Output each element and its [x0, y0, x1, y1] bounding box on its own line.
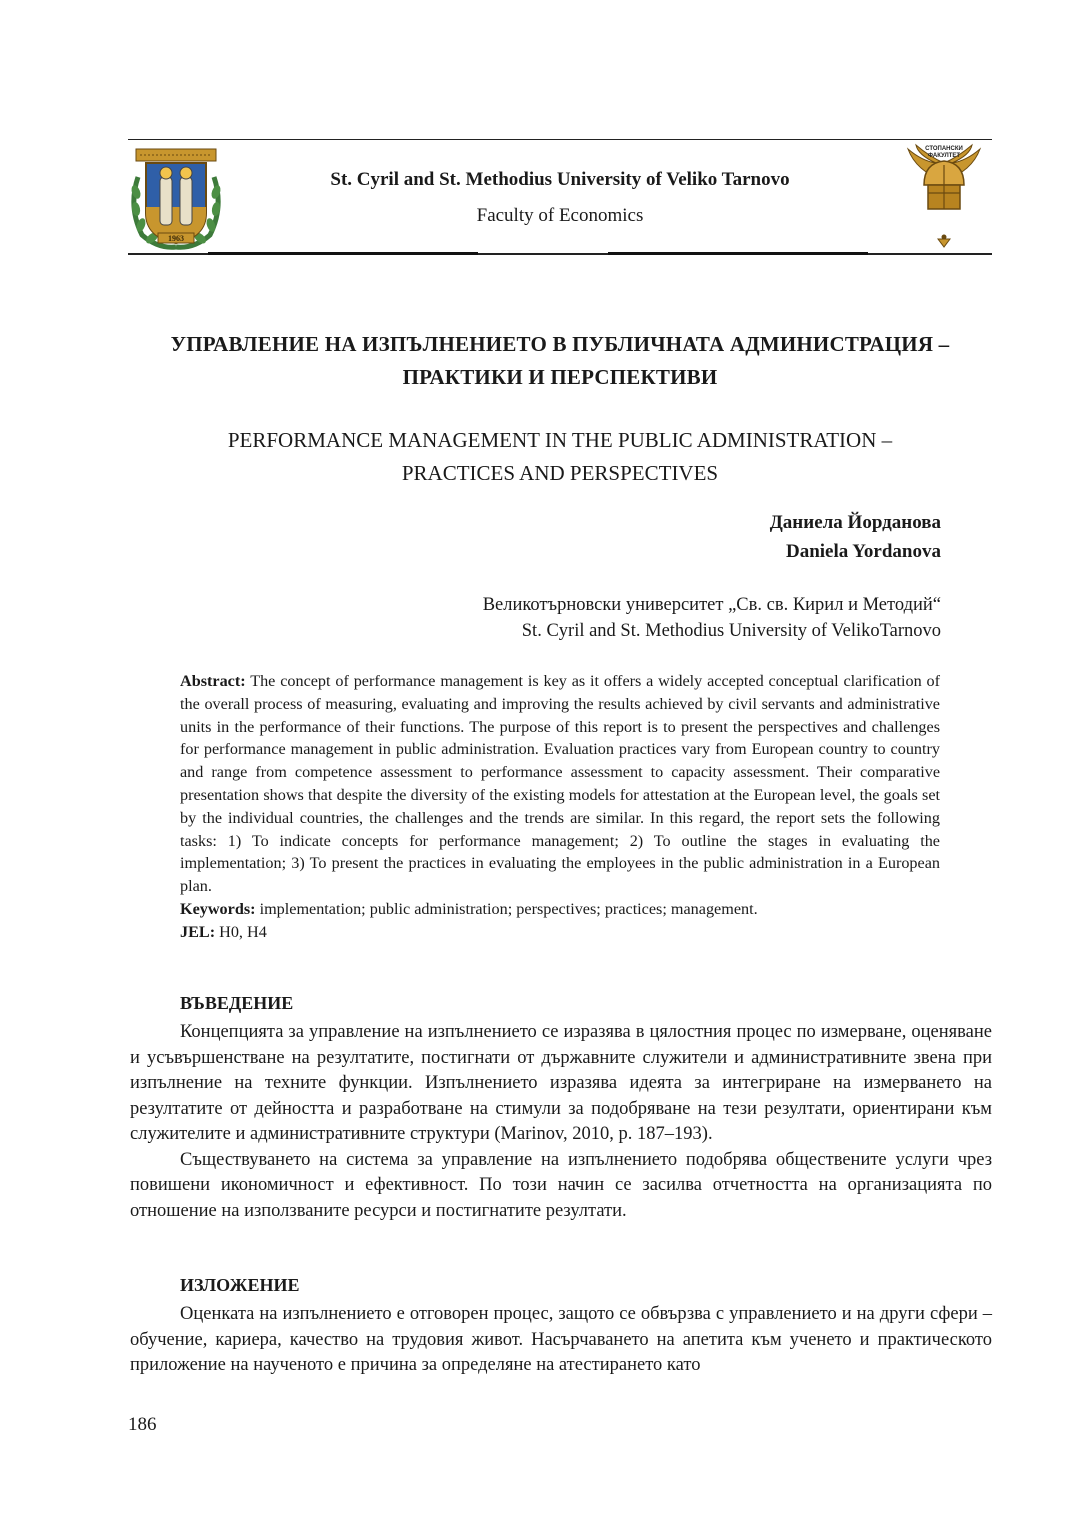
university-crest-logo — [128, 147, 224, 253]
abstract-paragraph — [180, 670, 940, 898]
title-bg-line-2: ПРАКТИКИ И ПЕРСПЕКТИВИ — [402, 365, 718, 389]
exposition-body — [130, 1302, 992, 1379]
paper-title-english — [130, 424, 990, 490]
abstract-text: The concept of performance management is key as it offers a widely accepted conceptual clarification of the overall process of measuring, evaluating and improving the results achieved by civil servants and administrative units in the performance of their functions. The purpose of this report is to present the perspectives and challenges for performance management in public administration. Evaluation practices vary from European country to country and range from competence assessment to performance assessment to capacity assessment. Their comparative presentation shows that despite the diversity of the existing models for attestation at the European level, the goals set by the individual countries, the challenges and the trends are similar. In this regard, the report sets the following tasks: 1) To indicate concepts for performance management; 2) To outline the stages in evaluating the implementation; 3) To present the practices in evaluating the employees in the public administration in a European plan. — [180, 672, 940, 896]
affiliation-bg: Великотърновски университет „Св. св. Кирил и Методий“ — [482, 595, 941, 615]
author-name-bg: Даниела Йорданова — [769, 512, 941, 533]
jel-line — [180, 921, 940, 944]
exposition-paragraph-1: Оценката на изпълнението е отговорен процес, защото се обвързва с управлението и на други сфери – обучение, кариера, качество на трудовия живот. Насърчаването на апетита към ученето и практическото приложение на наученото е причина за определяне на атестирането като — [130, 1304, 992, 1375]
affiliation-en: St. Cyril and St. Methodius University of VelikoTarnovo — [521, 621, 941, 641]
keywords-text: implementation; public administration; perspectives; practices; management. — [255, 899, 758, 918]
emblem-text-1: СТОПАНСКИ — [925, 146, 963, 152]
university-name: St. Cyril and St. Methodius University of Veliko Tarnovo — [330, 169, 790, 190]
header-top-rule — [128, 139, 992, 140]
intro-paragraph-2: Съществуването на система за управление на изпълнението подобрява обществените услуги чрез повишени икономичност и ефективност. По този начин се засилва отчетността на организацията по отношение на използваните ресурси и постигнатите резултати. — [130, 1149, 992, 1221]
title-en-line-1: PERFORMANCE MANAGEMENT IN THE PUBLIC ADMINISTRATION – — [227, 428, 893, 452]
title-bg-line-1: УПРАВЛЕНИЕ НА ИЗПЪЛНЕНИЕТО В ПУБЛИЧНАТА АДМИНИСТРАЦИЯ – — [170, 332, 950, 356]
paper-title-bulgarian — [130, 328, 990, 394]
page-number: 186 — [128, 1414, 157, 1435]
title-en-line-2: PRACTICES AND PERSPECTIVES — [401, 461, 719, 485]
abstract-block — [180, 670, 940, 944]
intro-paragraph-1: Концепцията за управление на изпълнението се изразява в цялостния процес по измерване, оценяване и усъвършенстване на резултатите, постигнати от държавните служители и административните звена при изпълнение на техните функции. Изпълнението изразява идеята за интегриране на измерването на резултатите от дейността и разработване на стимули за подобряване на тези резултати, ориентирани към служителите и административните структури (Marinov, 2010, p. 187–193). — [130, 1022, 992, 1144]
page-header — [128, 139, 992, 257]
jel-text: H0, H4 — [215, 922, 267, 941]
faculty-name: Faculty of Economics — [476, 205, 644, 226]
section-heading-introduction: ВЪВЕДЕНИЕ — [180, 993, 294, 1013]
keywords-label: Keywords: — [180, 899, 256, 918]
section-heading-exposition: ИЗЛОЖЕНИЕ — [180, 1275, 300, 1295]
author-name-en: Daniela Yordanova — [785, 541, 941, 562]
emblem-text-2: ФАКУЛТЕТ — [927, 153, 961, 159]
keywords-line — [180, 898, 940, 921]
faculty-emblem-logo — [906, 141, 982, 251]
jel-label: JEL: — [180, 922, 216, 941]
crest-year: 1963 — [168, 234, 184, 243]
abstract-label: Abstract: — [180, 672, 246, 690]
introduction-body — [130, 1020, 992, 1224]
header-bottom-rule — [128, 253, 992, 255]
